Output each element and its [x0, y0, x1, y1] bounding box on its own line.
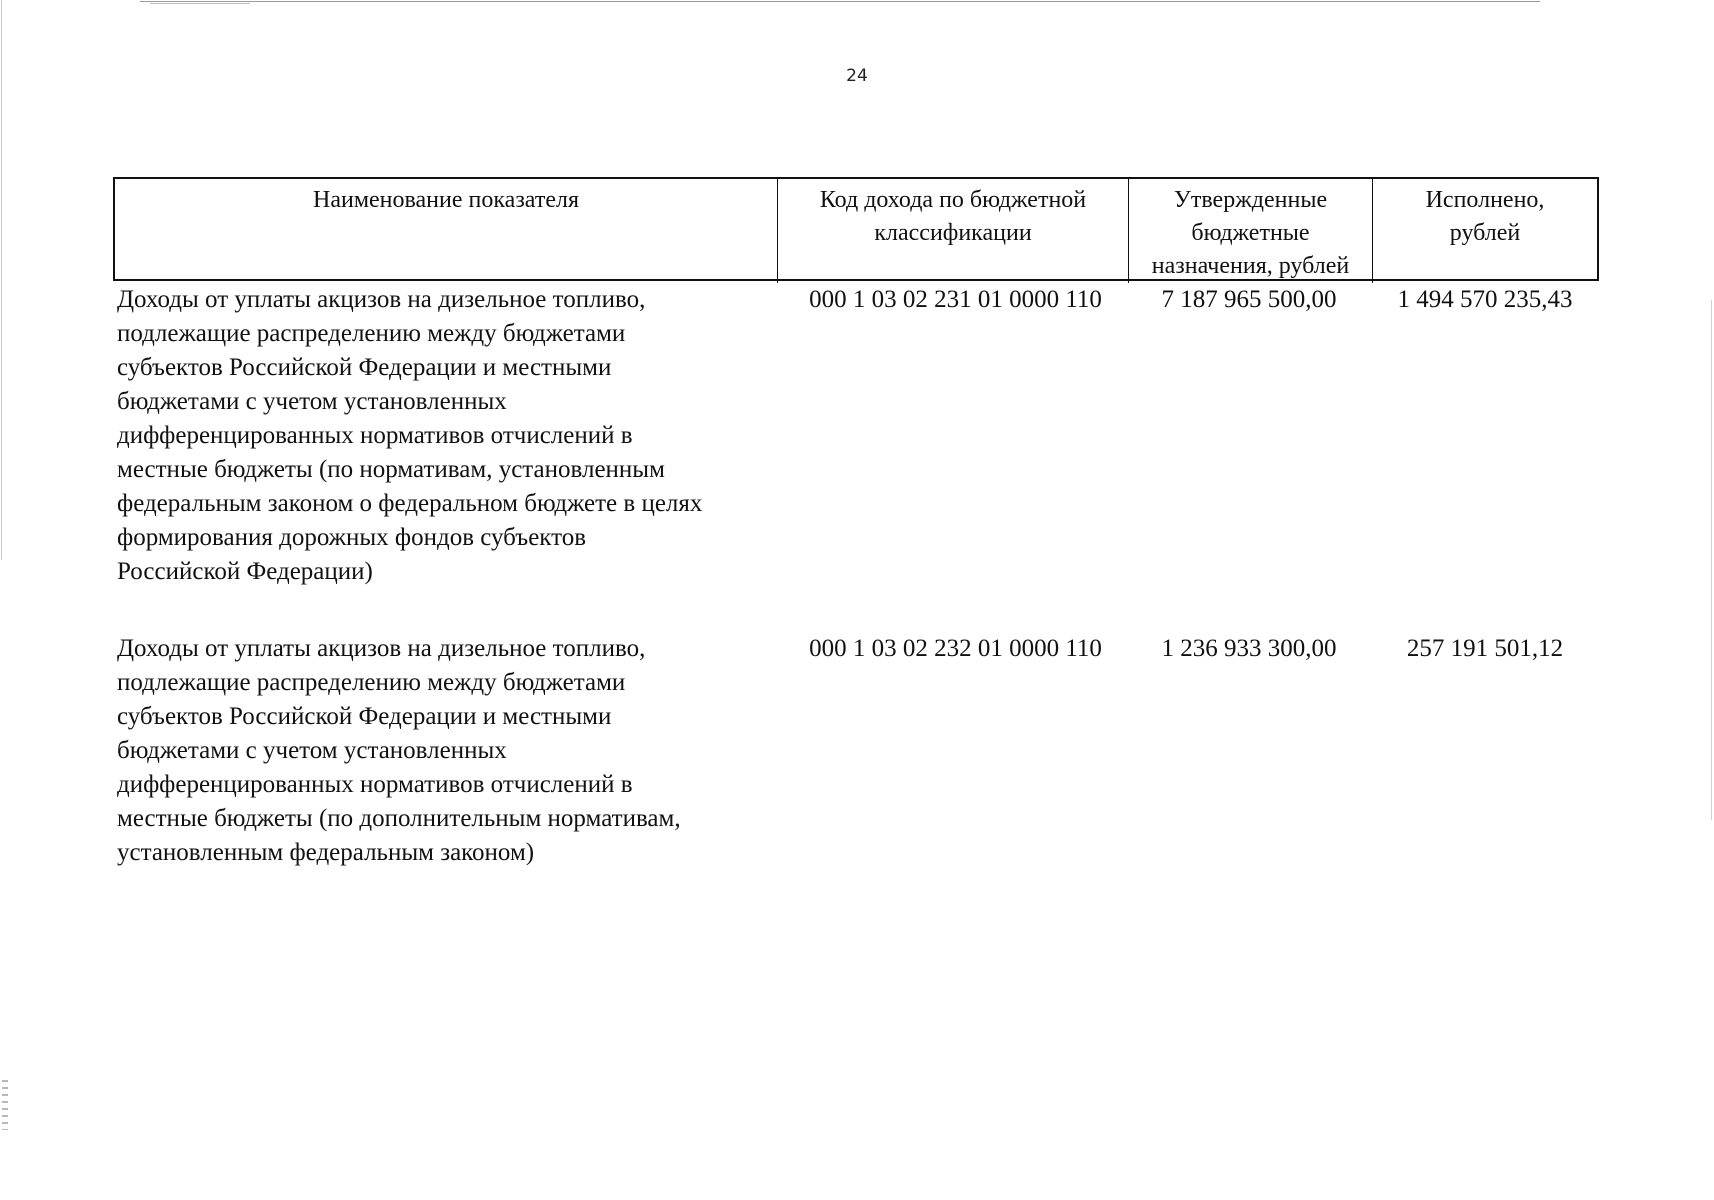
row-name: Доходы от уплаты акцизов на дизельное топливо, подлежащие распределению между бюджетами субъектов Российской Федерации и местными бюджетами с учетом установленных дифференцированных нормативов отчислений в местные бюджеты (по дополнительным нормативам, установленным федеральным законом)	[117, 635, 681, 866]
row-approved: 1 236 933 300,00	[1161, 635, 1337, 662]
scan-artifact-top-line	[140, 1, 1540, 2]
table-header	[113, 177, 1599, 281]
scan-artifact-right-edge	[1711, 300, 1712, 820]
header-name: Наименование показателя	[115, 179, 778, 283]
header-approved: Утвержденные бюджетные назначения, рублей	[1129, 179, 1373, 283]
row-name: Доходы от уплаты акцизов на дизельное топливо, подлежащие распределению между бюджетами субъектов Российской Федерации и местными бюджетами с учетом установленных дифференцированных нормативов отчислений в местные бюджеты (по нормативам, установленным федеральным законом о федеральном бюджете в целях формирования дорожных фондов субъектов Российской Федерации)	[117, 286, 703, 585]
row-executed: 257 191 501,12	[1406, 635, 1564, 662]
row-approved: 7 187 965 500,00	[1161, 286, 1337, 313]
row-code: 000 1 03 02 232 01 0000 110	[809, 635, 1102, 662]
scan-artifact-specks	[2, 1080, 8, 1130]
row-executed: 1 494 570 235,43	[1397, 286, 1573, 313]
page-number: 24	[846, 66, 868, 86]
row-code: 000 1 03 02 231 01 0000 110	[809, 286, 1102, 313]
scan-artifact-top-short-line	[150, 3, 250, 4]
header-executed: Исполнено, рублей	[1425, 187, 1545, 246]
header-code: Код дохода по бюджетной классификации	[778, 179, 1129, 283]
table-row	[113, 283, 1599, 589]
table-row	[113, 632, 1599, 870]
